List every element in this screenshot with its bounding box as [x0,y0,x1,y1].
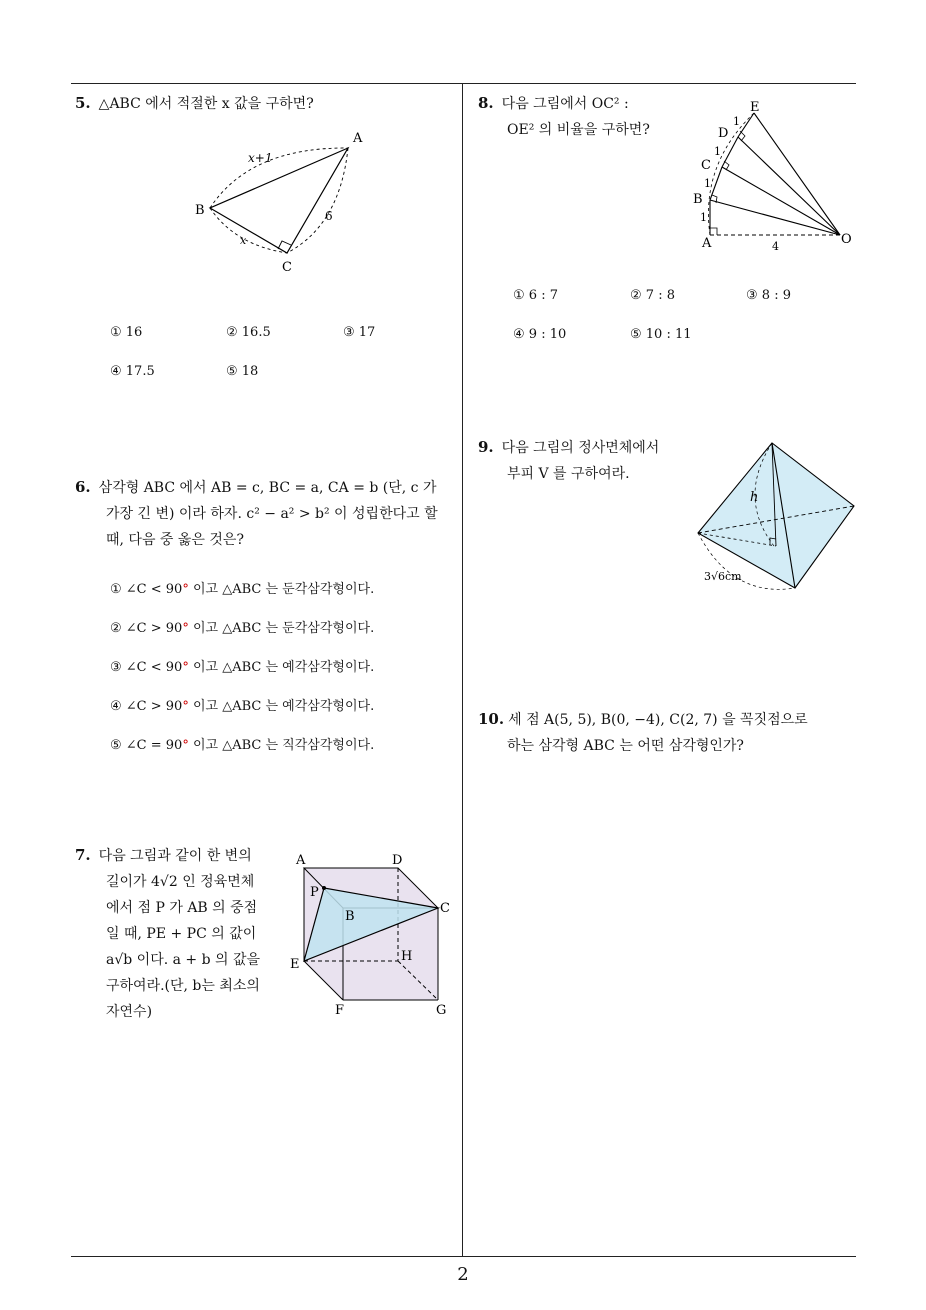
label-E: E [290,957,300,972]
label-C: C [701,158,711,173]
option-1[interactable]: ① ∠C < 90° 이고 △ABC 는 둔각삼각형이다. [110,582,375,597]
top-rule [71,83,856,84]
label-D: D [718,126,729,141]
option-5[interactable]: ⑤ 10 : 11 [630,327,692,342]
label-F: F [335,1003,345,1018]
option-5[interactable]: ⑤ ∠C = 90° 이고 △ABC 는 직각삼각형이다. [110,738,375,753]
question-text-line5: a√b 이다. a + b 의 값을 [106,952,261,968]
question-text-line1: 다음 그림의 정사면체에서 [501,440,660,456]
question-text: △ABC 에서 적절한 x 값을 구하면? [98,96,314,112]
label-A: A [296,853,306,868]
label-1-cd: 1 [714,145,721,158]
label-A: A [353,131,363,146]
option-2[interactable]: ② 16.5 [226,325,271,340]
option-1[interactable]: ① 6 : 7 [513,288,558,303]
option-3[interactable]: ③ 17 [343,325,376,340]
question-text-line6: 구하여라.(단, b는 최소의 [106,978,260,994]
option-2[interactable]: ② 7 : 8 [630,288,675,303]
label-4: 4 [772,240,779,253]
label-x-plus-1: x+1 [248,151,273,165]
label-6: 6 [325,209,333,223]
question-number: 7. [75,846,91,864]
label-1-bc: 1 [704,177,711,190]
question-text-line3: 에서 점 P 가 AB 의 중점 [106,900,258,916]
spiral-triangle-figure-q8 [690,95,855,255]
label-B: B [195,203,205,218]
option-5[interactable]: ⑤ 18 [226,364,259,379]
option-4[interactable]: ④ ∠C > 90° 이고 △ABC 는 예각삼각형이다. [110,699,375,714]
question-text-line4: 일 때, PE + PC 의 값이 [106,926,257,942]
question-text-line2: 가장 긴 변) 이라 하자. c² − a² > b² 이 성립한다고 할 [106,506,438,522]
question-number: 6. [75,478,91,496]
question-number: 10. [478,710,505,728]
question-number: 9. [478,438,494,456]
question-number: 5. [75,94,91,112]
column-divider [462,83,463,1256]
question-6 [75,474,460,553]
question-text-line2: OE² 의 비율을 구하면? [507,122,650,138]
option-3[interactable]: ③ ∠C < 90° 이고 △ABC 는 예각삼각형이다. [110,660,375,675]
question-text-line1: 다음 그림에서 OC² : [501,96,629,112]
question-text-line7: 자연수) [106,1004,153,1020]
question-8 [478,90,693,143]
label-A: A [702,236,712,251]
label-B: B [345,909,355,924]
question-10 [478,706,858,759]
label-1-de: 1 [733,115,740,128]
label-D: D [392,853,403,868]
question-text-line2: 하는 삼각형 ABC 는 어떤 삼각형인가? [507,738,744,754]
option-4[interactable]: ④ 17.5 [110,364,155,379]
question-text-line1: 다음 그림과 같이 한 변의 [98,848,252,864]
option-3[interactable]: ③ 8 : 9 [746,288,791,303]
question-9 [478,434,693,487]
question-text-line2: 부피 V 를 구하여라. [507,466,630,482]
label-x: x [240,234,247,247]
cube-figure-q7 [288,850,458,1020]
label-B: B [693,192,703,207]
question-text-line1: 삼각형 ABC 에서 AB = c, BC = a, CA = b (단, c 가 [98,480,437,496]
triangle-figure-q5 [190,125,380,280]
label-E: E [750,100,760,115]
tetrahedron-figure-q9 [692,438,857,598]
label-edge: 3√6cm [704,570,742,583]
label-C: C [282,260,292,275]
label-G: G [436,1003,447,1018]
label-C: C [440,901,450,916]
label-1-ab: 1 [700,211,707,224]
label-H: H [401,949,413,964]
label-h: h [750,490,759,505]
option-1[interactable]: ① 16 [110,325,143,340]
question-text-line3: 때, 다음 중 옳은 것은? [106,532,244,548]
bottom-rule [71,1256,856,1257]
question-5 [75,90,314,117]
option-2[interactable]: ② ∠C > 90° 이고 △ABC 는 둔각삼각형이다. [110,621,375,636]
question-7 [75,842,285,1025]
label-O: O [841,232,852,247]
question-text-line2: 길이가 4√2 인 정육면체 [106,874,255,890]
question-number: 8. [478,94,494,112]
label-P: P [310,885,319,900]
option-4[interactable]: ④ 9 : 10 [513,327,567,342]
question-text-line1: 세 점 A(5, 5), B(0, −4), C(2, 7) 을 꼭짓점으로 [508,712,808,728]
page-number: 2 [457,1264,469,1285]
